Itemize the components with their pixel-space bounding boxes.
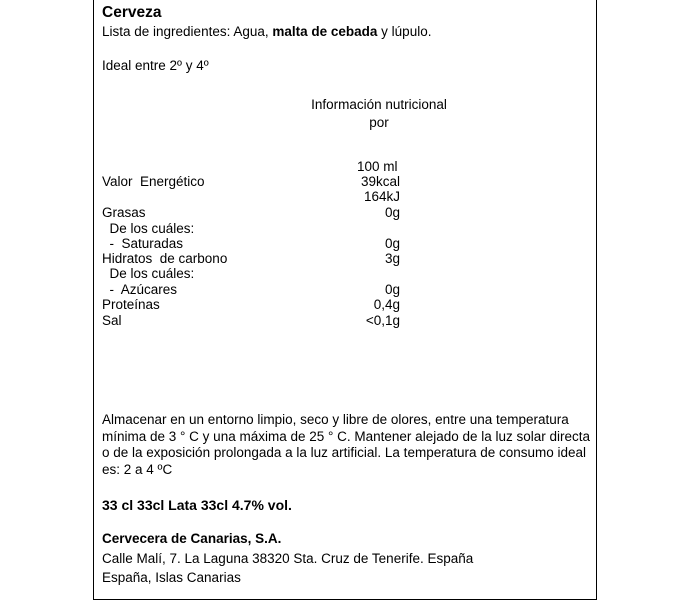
company-address: Calle Malí, 7. La Laguna 38320 Sta. Cruz de Tenerife. España [102,551,474,566]
serving-temperature: Ideal entre 2º y 4º [102,58,209,73]
nutrition-row-value: 0g [384,282,400,297]
nutrition-row-label: Valor Energético [102,174,205,189]
nutrition-row-value: 0,4g [373,297,400,312]
nutrition-row-label: Sal [102,313,122,328]
nutrition-row-label: De los cuáles: [102,266,195,281]
storage-instructions: Almacenar en un entorno limpio, seco y libre de olores, entre una temperatura mínima de 3 ° C y una máxima de 25 ° C. Mantener alejado de la luz solar directa o de la exposición prolongada a la luz artificial. La temperatura de consumo ideal es: 2 a 4 ºC [102,412,591,477]
ingredients-suffix: y lúpulo. [377,24,432,39]
nutrition-per-amount: 100 ml [357,159,398,174]
ingredients-prefix: Lista de ingredientes: Agua, [102,24,273,39]
product-format: 33 cl 33cl Lata 33cl 4.7% vol. [102,497,292,513]
nutrition-row-label: Proteínas [102,297,160,312]
ingredients-line [102,24,431,40]
company-region: España, Islas Canarias [102,570,241,585]
company-name: Cervecera de Canarias, S.A. [102,531,282,546]
nutrition-row-value: 39kcal [360,174,400,189]
nutrition-row-label: De los cuáles: [102,221,195,236]
nutrition-row-value: 3g [384,251,400,266]
nutrition-heading-line2: por [369,115,389,130]
nutrition-row-value: <0,1g [365,313,400,328]
nutrition-row-label: - Azúcares [102,282,178,297]
nutrition-heading-line1: Información nutricional [311,97,447,112]
nutrition-row-value: 0g [384,205,400,220]
nutrition-row-label: Hidratos de carbono [102,251,228,266]
ingredients-allergen: malta de cebada [272,24,378,39]
nutrition-row-value: 0g [384,236,400,251]
product-name: Cerveza [102,4,162,21]
nutrition-row-label: - Saturadas [102,236,184,251]
nutrition-row-label: Grasas [102,205,146,220]
nutrition-row-value: 164kJ [363,189,400,204]
